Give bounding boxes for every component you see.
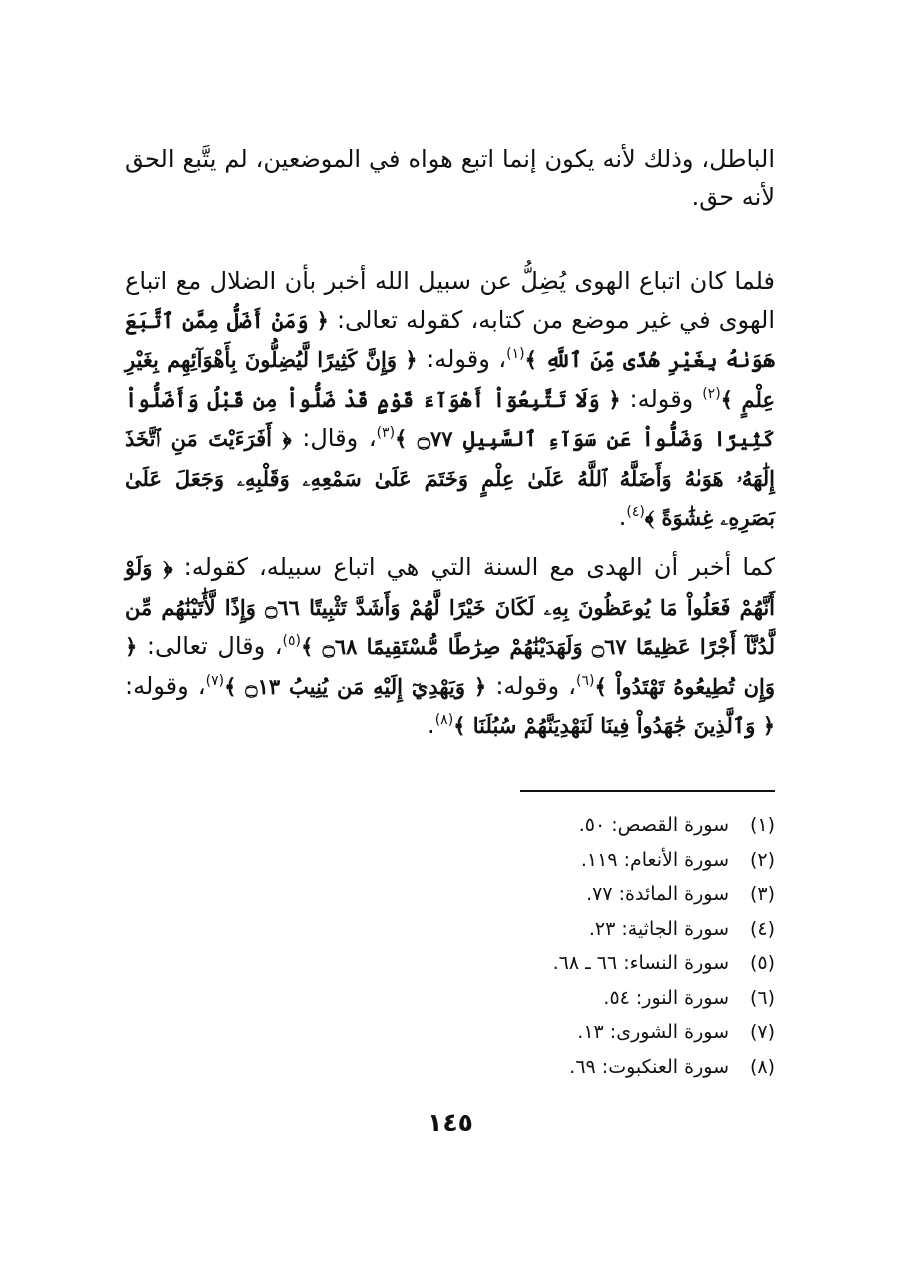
paragraph-text: ، وقال تعالى: [137, 632, 283, 660]
footnote-text: سورة الجاثية: ٢٣. [588, 917, 729, 940]
footnote-number: (٦) [749, 986, 775, 1009]
footnote-number: (٢) [749, 848, 775, 871]
quran-verse: ﴿ وَيَهْدِيٓ إِلَيْهِ مَن يُنِيبُ ۝١٣ ﴾ [224, 673, 487, 699]
page-number: ١٤٥ [427, 1108, 473, 1137]
quran-verse: ﴿ وَإِن تُطِيعُوهُ تَهْتَدُواْ ﴾ [125, 634, 775, 699]
quran-verse: ﴿ وَإِنَّ كَثِيرًا لَّيُضِلُّونَ بِأَهْوَآئِهِم بِغَيْرِ عِلْمٍ ﴾ [125, 347, 776, 412]
footnote-item [475, 1050, 775, 1085]
footnote-item [475, 877, 775, 912]
footnote-text: سورة القصص: ٥٠. [578, 814, 729, 836]
paragraph-text: ، وقوله: [417, 345, 507, 373]
footnote-ref: (٧) [205, 672, 225, 689]
footnote-ref: (٥) [282, 633, 301, 649]
footnote-ref: (٣) [376, 425, 396, 441]
paragraph-text: ، وقوله: [486, 671, 576, 700]
paragraph-text: ، وقوله: [125, 671, 206, 700]
footnote-text: سورة المائدة: ٧٧. [586, 883, 729, 905]
footnote-list [475, 808, 775, 1084]
footnote-item [475, 981, 775, 1016]
paragraph-guidance [125, 548, 775, 746]
footnote-ref: (٦) [575, 672, 595, 689]
footnote-text: سورة العنكبوت: ٦٩. [569, 1055, 729, 1078]
footnote-number: (٤) [749, 917, 775, 940]
footnote-item [475, 912, 775, 947]
footnote-number: (٣) [749, 883, 775, 905]
quran-verse: ﴿ وَٱلَّذِينَ جَٰهَدُواْ فِينَا لَنَهْدِيَنَّهُمْ سُبُلَنَا ﴾ [453, 713, 775, 738]
quran-verse: ﴿ وَلَوْ أَنَّهُمْ فَعَلُواْ مَا يُوعَظُونَ بِهِۦ لَكَانَ خَيْرًا لَّهُمْ وَأَشَدَّ تَثْبِيتًا ۝٦٦ وَإِذًا لَّأَٰتَيْنَٰهُم مِّن لَّدُنَّآ أَجْرًا عَظِيمًا ۝٦٧ وَلَهَدَيْنَٰهُمْ صِرَٰطًا مُّسْتَقِيمًا ۝٦٨ ﴾ [125, 555, 776, 659]
footnote-divider [520, 790, 775, 792]
quran-verse: ﴿ وَلَا تَتَّبِعُوٓاْ أَهْوَآءَ قَوْمٍ قَدْ ضَلُّواْ مِن قَبْلُ وَأَضَلُّواْ كَثِيرًا وَضَلُّواْ عَن سَوَآءِ ٱلسَّبِيلِ ۝٧٧ ﴾ [125, 386, 775, 451]
footnote-item [475, 946, 775, 981]
paragraph-continuation [125, 140, 775, 216]
quran-verse: ﴿ وَمَنْ أَضَلُّ مِمَّنِ ٱتَّبَعَ هَوَىٰهُ بِغَيْرِ هُدًى مِّنَ ٱللَّهِ ﴾ [125, 307, 775, 372]
quran-verse: ﴿ أَفَرَءَيْتَ مَنِ ٱتَّخَذَ إِلَٰهَهُۥ هَوَىٰهُ وَأَضَلَّهُ ٱللَّهُ عَلَىٰ عِلْمٍ وَخَتَمَ عَلَىٰ سَمْعِهِۦ وَقَلْبِهِۦ وَجَعَلَ عَلَىٰ بَصَرِهِۦ غِشَٰوَةً ﴾ [125, 426, 775, 530]
footnote-number: (١) [749, 814, 775, 836]
footnote-ref: (٨) [434, 712, 454, 728]
footnote-number: (٨) [749, 1055, 775, 1078]
footnote-item [475, 808, 775, 843]
footnote-text: سورة النساء: ٦٦ ـ ٦٨. [552, 952, 729, 974]
footnote-ref: (٤) [626, 504, 645, 520]
paragraph-misguidance [125, 262, 775, 538]
paragraph-text: كما أخبر أن الهدى مع السنة التي هي اتباع سبيله، كقوله: [172, 553, 775, 581]
footnote-text: سورة الشورى: ١٣. [577, 1021, 729, 1043]
footnote-ref: (١) [506, 346, 525, 362]
footnote-item [475, 1015, 775, 1050]
paragraph-text: وقوله: [620, 384, 703, 413]
footnote-number: (٧) [749, 1021, 775, 1043]
footnote-number: (٥) [749, 952, 775, 974]
paragraph-text: فلما كان اتباع الهوى يُضِلُّ عن سبيل الله أخبر بأن الضلال مع اتباع الهوى في غير موضع من كتابه، كقوله تعالى: [125, 267, 775, 334]
paragraph-text: ، وقال: [291, 424, 377, 452]
footnote-text: سورة الأنعام: ١١٩. [580, 848, 729, 871]
paragraph-text: . [427, 711, 435, 739]
paragraph-text: الباطل، وذلك لأنه يكون إنما اتبع هواه في الموضعين، لم يتَّبع الحق لأنه حق. [125, 145, 775, 211]
paragraph-text: . [618, 503, 627, 531]
footnote-item [475, 843, 775, 878]
footnote-ref: (٢) [702, 385, 721, 402]
footnote-text: سورة النور: ٥٤. [603, 986, 729, 1009]
